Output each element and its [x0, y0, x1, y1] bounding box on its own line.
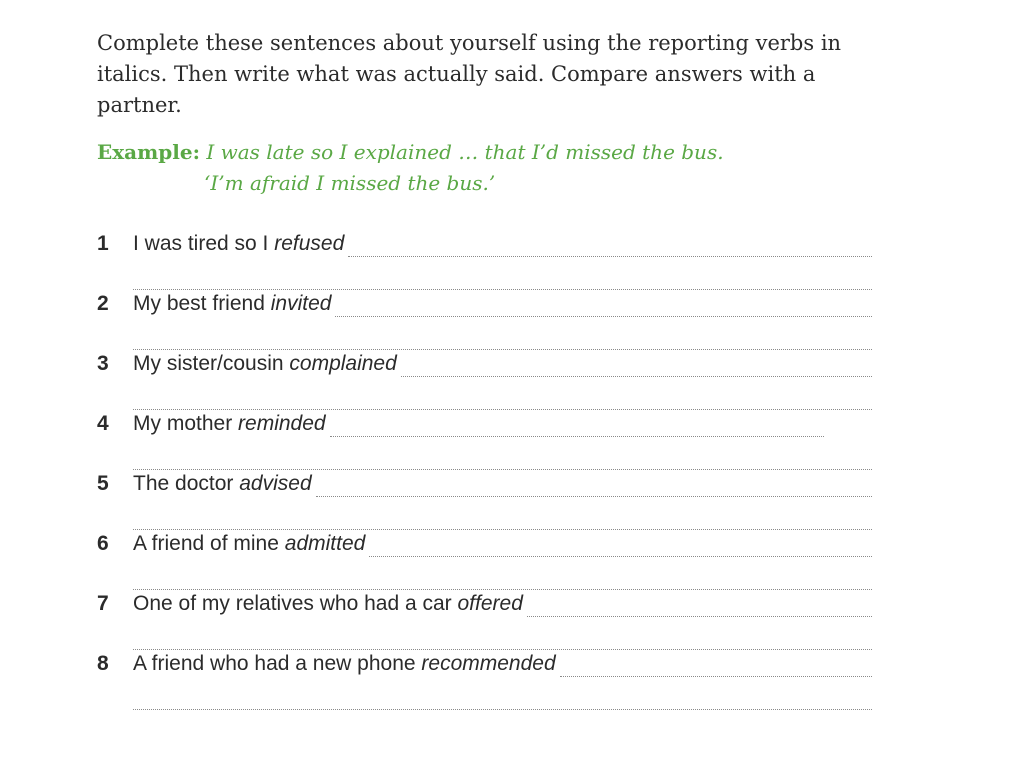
exercise-item-8	[97, 652, 872, 710]
answer-line-2[interactable]	[133, 649, 872, 650]
exercise-item-7	[97, 592, 872, 650]
answer-line[interactable]	[335, 316, 872, 317]
example-line-1	[97, 137, 877, 168]
item-number: 3	[97, 352, 109, 375]
item-stem: My best friend invited	[133, 292, 332, 315]
answer-line-2[interactable]	[133, 589, 872, 590]
exercise-item-1	[97, 232, 872, 290]
item-stem: My mother reminded	[133, 412, 326, 435]
exercise-item-3	[97, 352, 872, 410]
item-stem: A friend of mine admitted	[133, 532, 366, 555]
item-number: 7	[97, 592, 109, 615]
item-number: 8	[97, 652, 109, 675]
item-number: 2	[97, 292, 109, 315]
instructions-text: Complete these sentences about yourself using the reporting verbs in italics. Then write what was actually said. Compare answers with a partner.	[97, 31, 842, 117]
answer-line[interactable]	[348, 256, 872, 257]
answer-line-2[interactable]	[133, 469, 872, 470]
item-stem: A friend who had a new phone recommended	[133, 652, 556, 675]
example-sentence: I was late so I explained … that I’d missed the bus.	[206, 140, 724, 164]
exercise-item-4	[97, 412, 872, 470]
reporting-verb: reminded	[238, 412, 326, 435]
answer-line[interactable]	[527, 616, 872, 617]
item-number: 6	[97, 532, 109, 555]
answer-line[interactable]	[560, 676, 872, 677]
reporting-verb: advised	[239, 472, 312, 495]
example-quote: ‘I’m afraid I missed the bus.’	[204, 171, 496, 195]
item-stem: One of my relatives who had a car offered	[133, 592, 523, 615]
item-number: 4	[97, 412, 109, 435]
reporting-verb: offered	[457, 592, 523, 615]
example-label: Example:	[97, 140, 200, 164]
item-number: 5	[97, 472, 109, 495]
item-number: 1	[97, 232, 109, 255]
answer-line[interactable]	[316, 496, 872, 497]
item-stem: The doctor advised	[133, 472, 312, 495]
item-stem: I was tired so I refused	[133, 232, 345, 255]
reporting-verb: admitted	[284, 532, 366, 555]
answer-line-2[interactable]	[133, 409, 872, 410]
answer-line-2[interactable]	[133, 709, 872, 710]
item-stem: My sister/cousin complained	[133, 352, 397, 375]
answer-line-2[interactable]	[133, 349, 872, 350]
reporting-verb: complained	[289, 352, 397, 375]
example-block	[97, 137, 877, 199]
exercise-item-5	[97, 472, 872, 530]
answer-line[interactable]	[330, 436, 824, 437]
answer-line[interactable]	[401, 376, 872, 377]
answer-line-2[interactable]	[133, 529, 872, 530]
reporting-verb: refused	[274, 232, 345, 255]
exercise-item-2	[97, 292, 872, 350]
reporting-verb: recommended	[421, 652, 556, 675]
answer-line-2[interactable]	[133, 289, 872, 290]
answer-line[interactable]	[369, 556, 872, 557]
exercise-item-6	[97, 532, 872, 590]
reporting-verb: invited	[270, 292, 332, 315]
